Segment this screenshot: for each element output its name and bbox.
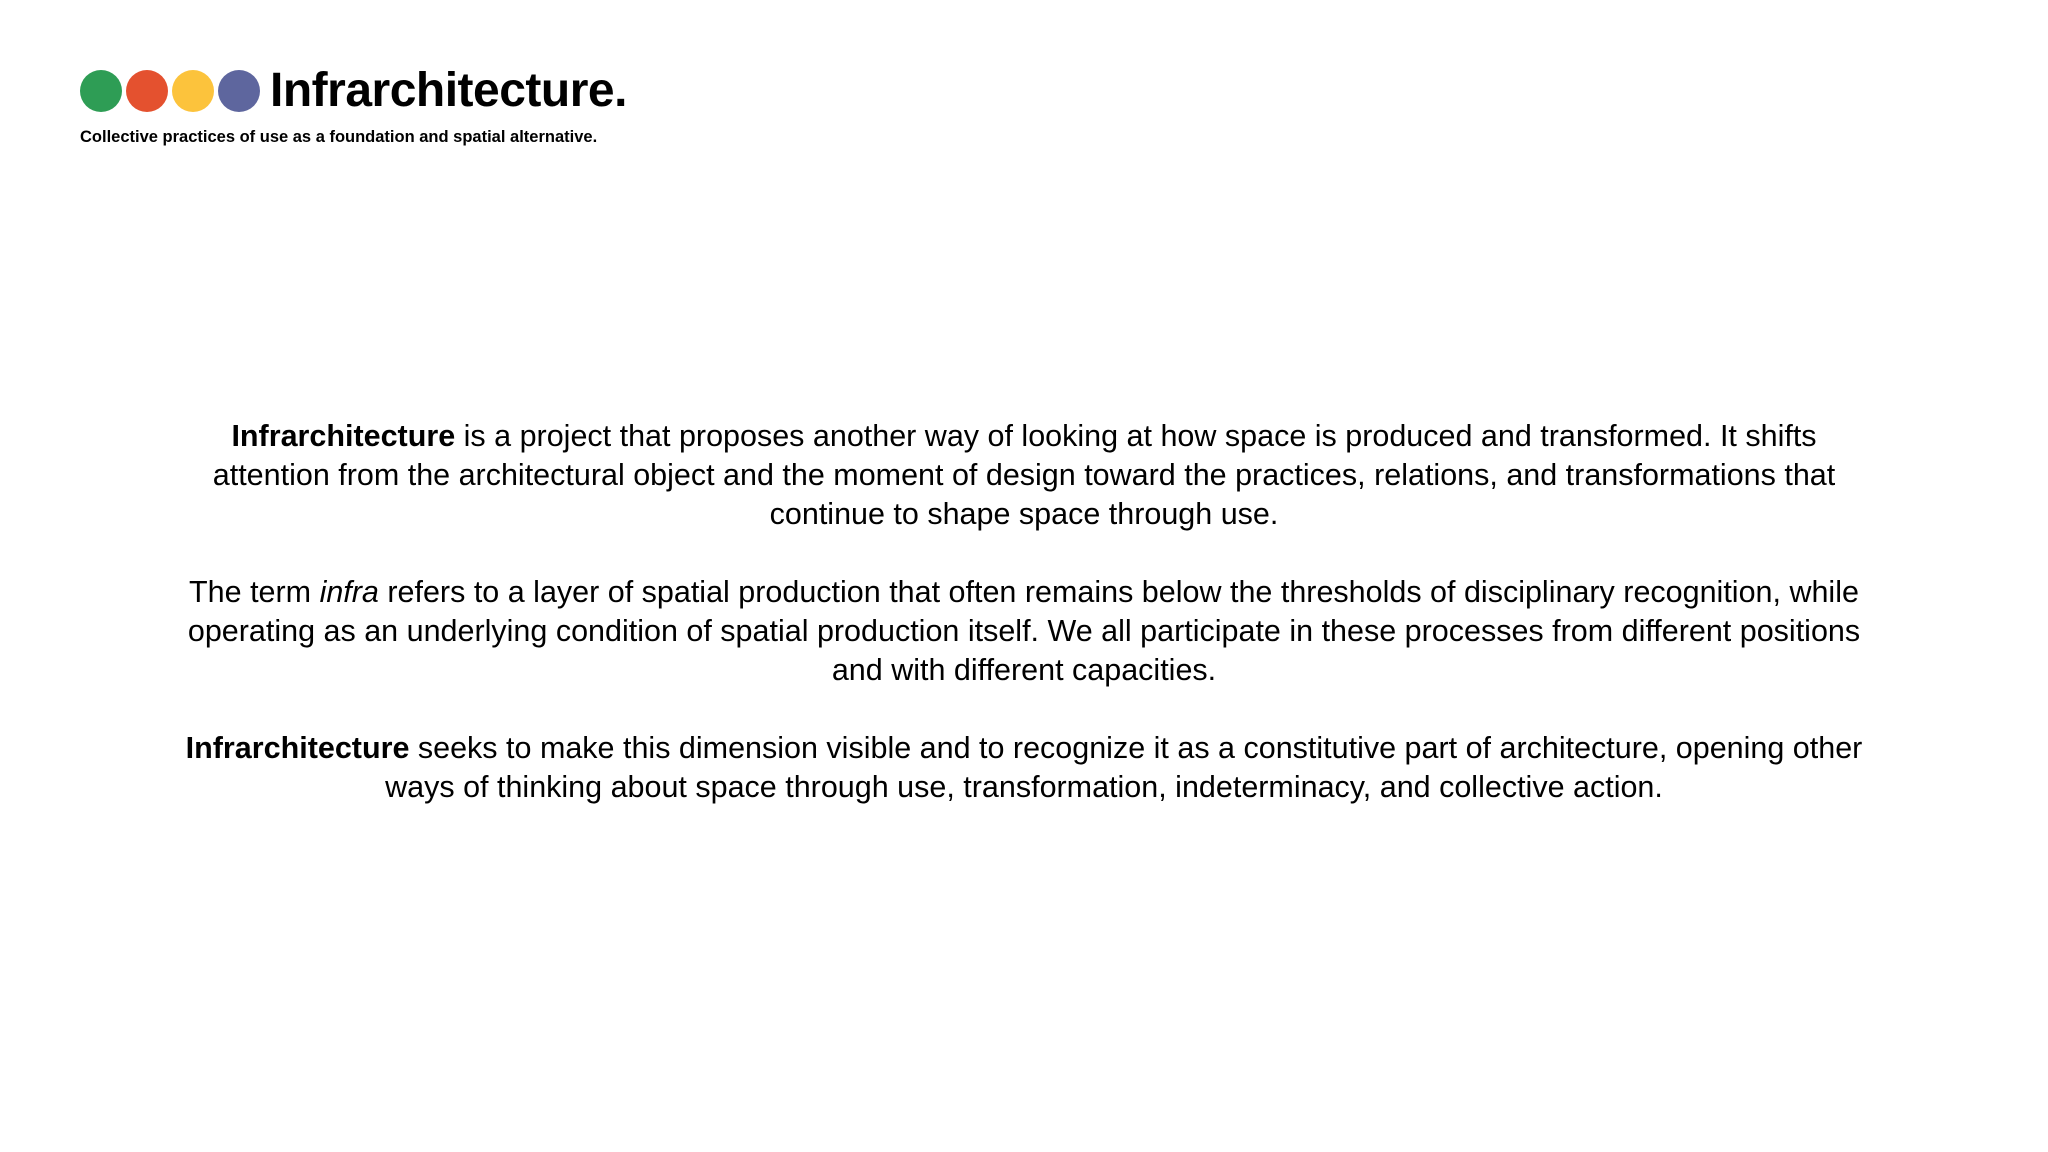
paragraph-2-italic: infra bbox=[319, 575, 379, 609]
logo-dots bbox=[80, 70, 264, 112]
site-header bbox=[80, 64, 627, 147]
paragraph-3-text: seeks to make this dimension visible and to recognize it as a constitutive part of architecture, opening other ways of thinking about space through use, transformation, indeterminacy, and collective action. bbox=[385, 731, 1863, 804]
paragraph-2-before: The term bbox=[189, 575, 320, 609]
green-dot bbox=[80, 70, 122, 112]
paragraph-1-bold: Infrarchitecture bbox=[231, 419, 456, 453]
paragraph-3 bbox=[180, 729, 1868, 807]
paragraph-3-bold: Infrarchitecture bbox=[185, 731, 410, 765]
yellow-dot bbox=[172, 70, 214, 112]
purple-dot bbox=[218, 70, 260, 112]
paragraph-1-text: is a project that proposes another way of looking at how space is produced and transformed. It shifts attention from the architectural object and the moment of design toward the practices, relations, and transformations that continue to shape space through use. bbox=[212, 419, 1836, 531]
paragraph-2 bbox=[180, 573, 1868, 690]
site-tagline: Collective practices of use as a foundation and spatial alternative. bbox=[80, 128, 598, 146]
site-title: Infrarchitecture. bbox=[270, 64, 627, 117]
red-dot bbox=[126, 70, 168, 112]
paragraph-1 bbox=[180, 417, 1868, 534]
brand-row bbox=[80, 64, 627, 118]
paragraph-2-after: refers to a layer of spatial production that often remains below the thresholds of disciplinary recognition, while operating as an underlying condition of spatial production itself. We all participate in these processes from different positions and with different capacities. bbox=[187, 575, 1861, 687]
intro-text bbox=[180, 417, 1868, 807]
